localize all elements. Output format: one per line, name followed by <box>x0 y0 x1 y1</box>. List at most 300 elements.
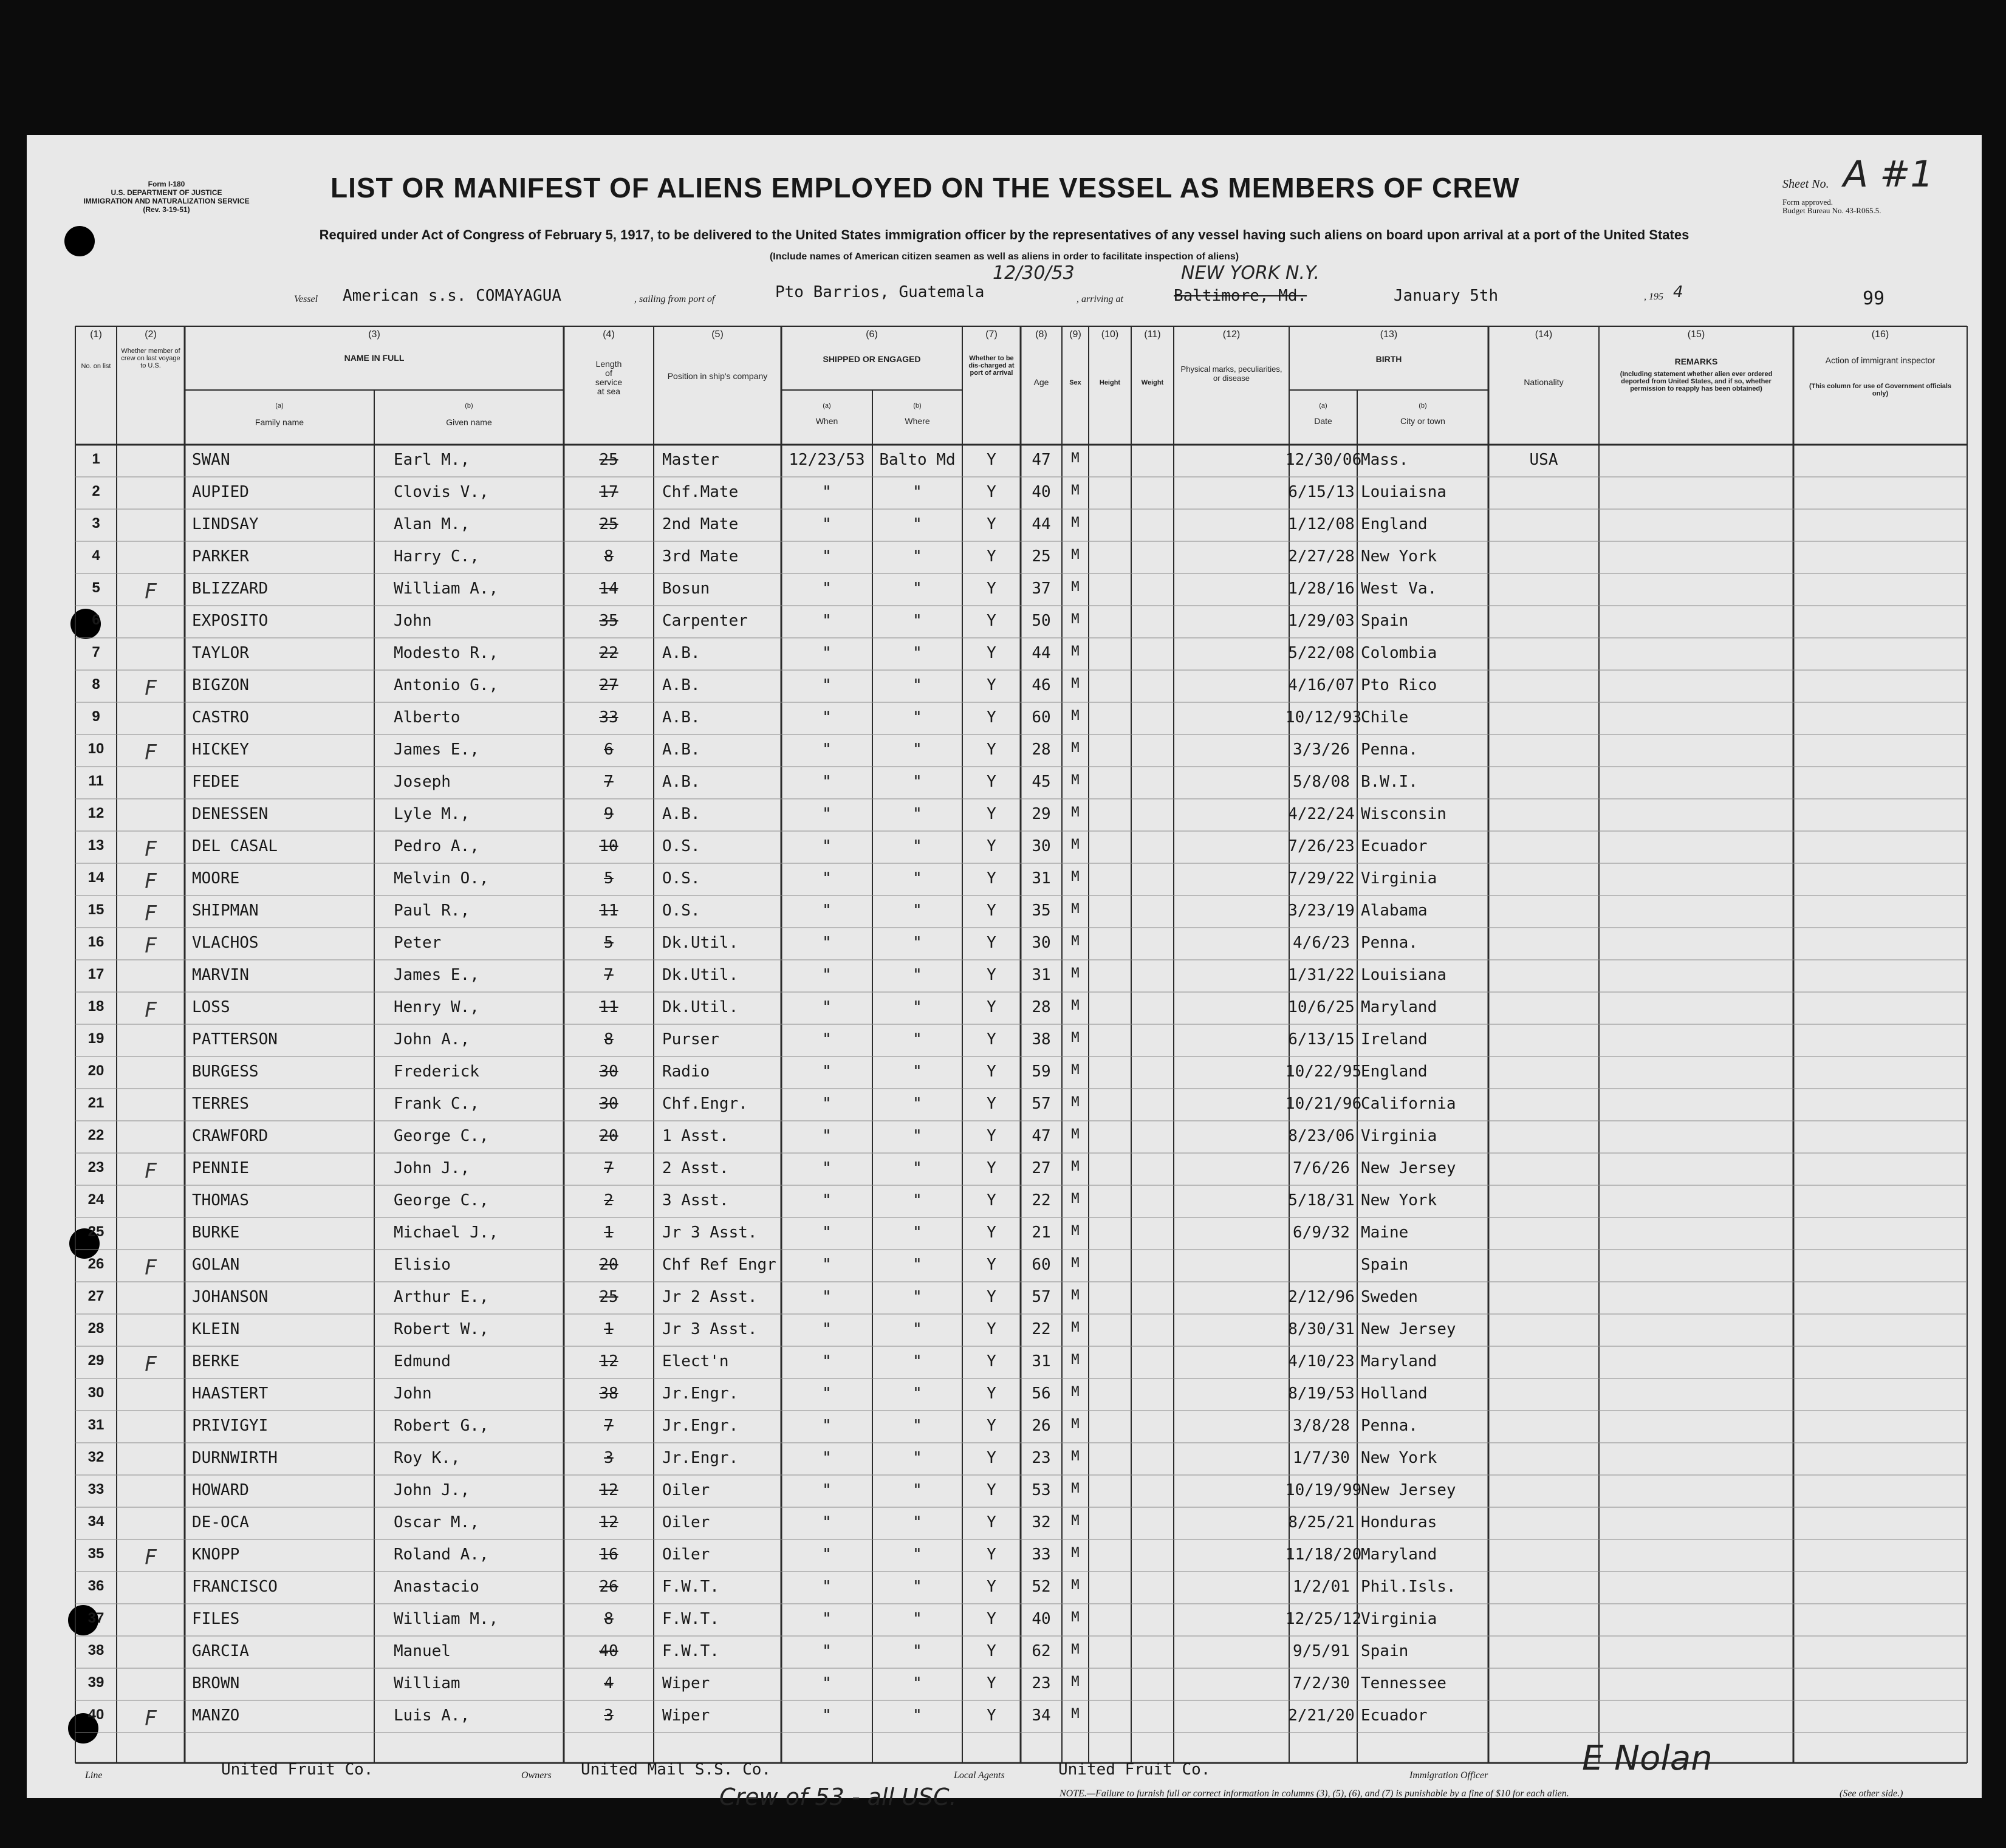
given-name: Luis A., <box>394 1706 470 1725</box>
age: 22 <box>1032 1320 1051 1338</box>
sex: M <box>1071 515 1080 530</box>
service-years: 30 <box>599 1095 618 1113</box>
given-name: Oscar M., <box>394 1513 479 1531</box>
sex: M <box>1071 966 1080 981</box>
sex: M <box>1071 1095 1080 1110</box>
age: 50 <box>1032 612 1051 630</box>
shipped-when: " <box>822 1159 832 1177</box>
shipped-when: " <box>822 741 832 759</box>
discharged: Y <box>987 1320 996 1338</box>
age: 33 <box>1032 1545 1051 1564</box>
discharged: Y <box>987 869 996 888</box>
age: 57 <box>1032 1095 1051 1113</box>
age: 44 <box>1032 644 1051 662</box>
birth-date: 4/6/23 <box>1293 934 1350 952</box>
sex: M <box>1071 1352 1080 1367</box>
col15-header: REMARKS <box>1674 357 1718 366</box>
table-row <box>27 606 1982 638</box>
discharged: Y <box>987 1642 996 1660</box>
family-name: MANZO <box>192 1706 240 1725</box>
approval-line: Form approved. <box>1782 197 1833 207</box>
service-years: 12 <box>599 1352 618 1371</box>
age: 45 <box>1032 773 1051 791</box>
shipped-when: " <box>822 966 832 984</box>
table-row <box>27 1121 1982 1153</box>
discharged: Y <box>987 1481 996 1499</box>
birth-place: New York <box>1361 1449 1437 1467</box>
row-number: 37 <box>87 1610 104 1626</box>
birth-date: 7/2/30 <box>1293 1674 1350 1692</box>
shipped-when: " <box>822 1320 832 1338</box>
col6-number: (6) <box>866 329 878 340</box>
departure-date-handwritten: 12/30/53 <box>993 262 1075 284</box>
departure-port: Pto Barrios, Guatemala <box>775 283 985 301</box>
family-name: CRAWFORD <box>192 1127 269 1145</box>
service-years: 7 <box>604 966 614 984</box>
service-years: 33 <box>599 708 618 727</box>
col3-number: (3) <box>368 329 380 340</box>
table-row <box>27 1217 1982 1250</box>
birth-date: 3/8/28 <box>1293 1417 1350 1435</box>
table-row <box>27 928 1982 960</box>
birth-place: Maryland <box>1361 1545 1437 1564</box>
given-name: Michael J., <box>394 1223 499 1242</box>
discharged: Y <box>987 708 996 727</box>
shipped-where: " <box>912 1481 922 1499</box>
row-number: 28 <box>87 1320 104 1336</box>
sex: M <box>1071 1159 1080 1174</box>
age: 53 <box>1032 1481 1051 1499</box>
shipped-when: " <box>822 1063 832 1081</box>
handwritten-crew-note: Crew of 53 - all USC. <box>719 1784 957 1810</box>
birth-place: Ireland <box>1361 1030 1428 1049</box>
table-row <box>27 863 1982 895</box>
birth-place: B.W.I. <box>1361 773 1418 791</box>
col3a-header: Family name <box>255 417 304 427</box>
service-years: 40 <box>599 1642 618 1660</box>
given-name: Peter <box>394 934 442 952</box>
sailing-label: , sailing from port of <box>634 294 715 304</box>
vessel-name: American s.s. COMAYAGUA <box>343 287 562 305</box>
shipped-where: " <box>912 644 922 662</box>
discharged: Y <box>987 1513 996 1531</box>
service-years: 8 <box>604 547 614 566</box>
age: 32 <box>1032 1513 1051 1531</box>
age: 59 <box>1032 1063 1051 1081</box>
row-number: 18 <box>87 998 104 1015</box>
shipped-where: " <box>912 998 922 1016</box>
shipped-when: " <box>822 1545 832 1564</box>
owners-value: United Mail S.S. Co. <box>581 1761 772 1779</box>
row-number: 3 <box>92 515 100 532</box>
birth-place: Louiaisna <box>1361 483 1446 501</box>
shipped-when: " <box>822 837 832 855</box>
shipped-where: " <box>912 1191 922 1210</box>
birth-place: Phil.Isls. <box>1361 1578 1456 1596</box>
shipped-where: " <box>912 902 922 920</box>
table-row <box>27 1539 1982 1572</box>
family-name: FEDEE <box>192 773 240 791</box>
position: Chf.Engr. <box>662 1095 748 1113</box>
col6b-header: Where <box>905 416 930 426</box>
table-row <box>27 767 1982 799</box>
sheet-number-handwritten: A #1 <box>1843 153 1934 196</box>
birth-place: Ecuador <box>1361 1706 1428 1725</box>
birth-place: Alabama <box>1361 902 1428 920</box>
shipped-where: " <box>912 1320 922 1338</box>
table-row <box>27 1346 1982 1378</box>
discharged: Y <box>987 1449 996 1467</box>
family-name: FRANCISCO <box>192 1578 278 1596</box>
discharged: Y <box>987 805 996 823</box>
birth-place: Sweden <box>1361 1288 1418 1306</box>
birth-date: 7/29/22 <box>1288 869 1355 888</box>
discharged: Y <box>987 934 996 952</box>
row-number: 29 <box>87 1352 104 1369</box>
shipped-where: " <box>912 805 922 823</box>
age: 22 <box>1032 1191 1051 1210</box>
position: Jr 3 Asst. <box>662 1320 758 1338</box>
position: Oiler <box>662 1481 710 1499</box>
service-years: 25 <box>599 451 618 469</box>
sex: M <box>1071 902 1080 917</box>
birth-place: Tennessee <box>1361 1674 1446 1692</box>
col13a-header: Date <box>1314 416 1332 426</box>
birth-place: New Jersey <box>1361 1159 1456 1177</box>
service-years: 12 <box>599 1513 618 1531</box>
birth-date: 4/16/07 <box>1288 676 1355 694</box>
birth-place: Pto Rico <box>1361 676 1437 694</box>
family-name: BURKE <box>192 1223 240 1242</box>
position: Jr.Engr. <box>662 1384 739 1403</box>
birth-date: 1/29/03 <box>1288 612 1355 630</box>
discharged: Y <box>987 837 996 855</box>
subtitle: Required under Act of Congress of February 5, 1917, to be delivered to the United States immigration officer by the representatives of any vessel having such aliens on board upon arrival at a port of the United States <box>319 227 1689 242</box>
sex: M <box>1071 934 1080 949</box>
discharged: Y <box>987 1352 996 1371</box>
col14-number: (14) <box>1535 329 1553 340</box>
col7-number: (7) <box>985 329 998 340</box>
birth-place: Wisconsin <box>1361 805 1446 823</box>
service-years: 22 <box>599 644 618 662</box>
year-label: , 195 <box>1644 292 1663 302</box>
sex: M <box>1071 869 1080 885</box>
shipped-where: " <box>912 1352 922 1371</box>
shipped-where: " <box>912 1384 922 1403</box>
col9-header: Sex <box>1069 379 1081 386</box>
table-row <box>27 1668 1982 1700</box>
table-row <box>27 702 1982 734</box>
age: 26 <box>1032 1417 1051 1435</box>
age: 47 <box>1032 451 1051 469</box>
birth-date: 6/15/13 <box>1288 483 1355 501</box>
prior-voyage-mark: F <box>145 869 157 894</box>
family-name: PRIVIGYI <box>192 1417 269 1435</box>
sex: M <box>1071 451 1080 466</box>
position: Oiler <box>662 1545 710 1564</box>
family-name: MOORE <box>192 869 240 888</box>
shipped-where: " <box>912 773 922 791</box>
table-row <box>27 541 1982 573</box>
family-name: TERRES <box>192 1095 249 1113</box>
position: 3 Asst. <box>662 1191 729 1210</box>
position: Dk.Util. <box>662 934 739 952</box>
birth-date: 5/18/31 <box>1288 1191 1355 1210</box>
position: 2 Asst. <box>662 1159 729 1177</box>
sex: M <box>1071 1513 1080 1528</box>
owners-label: Owners <box>521 1770 552 1781</box>
service-years: 8 <box>604 1610 614 1628</box>
col14-header: Nationality <box>1524 377 1564 387</box>
service-years: 9 <box>604 805 614 823</box>
sex: M <box>1071 1127 1080 1142</box>
service-years: 1 <box>604 1320 614 1338</box>
col3b-letter: (b) <box>465 402 473 409</box>
prior-voyage-mark: F <box>145 1352 157 1377</box>
row-number: 40 <box>87 1706 104 1723</box>
age: 60 <box>1032 1256 1051 1274</box>
discharged: Y <box>987 515 996 533</box>
col8-header: Age <box>1033 377 1049 387</box>
birth-date: 10/21/96 <box>1285 1095 1362 1113</box>
col6a-letter: (a) <box>823 402 831 409</box>
shipped-when: " <box>822 1127 832 1145</box>
service-years: 3 <box>604 1449 614 1467</box>
service-years: 30 <box>599 1063 618 1081</box>
family-name: DE-OCA <box>192 1513 249 1531</box>
service-years: 1 <box>604 1223 614 1242</box>
birth-place: Ecuador <box>1361 837 1428 855</box>
given-name: Elisio <box>394 1256 451 1274</box>
col8-number: (8) <box>1035 329 1047 340</box>
col4-number: (4) <box>603 329 615 340</box>
sex: M <box>1071 741 1080 756</box>
col5-number: (5) <box>711 329 724 340</box>
shipped-when: " <box>822 1223 832 1242</box>
sex: M <box>1071 1578 1080 1593</box>
age: 28 <box>1032 741 1051 759</box>
discharged: Y <box>987 1706 996 1725</box>
birth-place: Virginia <box>1361 1127 1437 1145</box>
sex: M <box>1071 1417 1080 1432</box>
col12-number: (12) <box>1222 329 1241 340</box>
table-row <box>27 960 1982 992</box>
line-value: United Fruit Co. <box>221 1761 374 1779</box>
table-row <box>27 831 1982 863</box>
age: 23 <box>1032 1449 1051 1467</box>
sex: M <box>1071 708 1080 724</box>
subtitle-note: (Include names of American citizen seamen as well as aliens in order to facilitate inspection of aliens) <box>769 252 1239 262</box>
table-row <box>27 477 1982 509</box>
shipped-where: " <box>912 676 922 694</box>
birth-place: Holland <box>1361 1384 1428 1403</box>
birth-date: 1/7/30 <box>1293 1449 1350 1467</box>
discharged: Y <box>987 1223 996 1242</box>
given-name: Melvin O., <box>394 869 489 888</box>
col3a-letter: (a) <box>275 402 284 409</box>
shipped-when: " <box>822 1578 832 1596</box>
shipped-where: " <box>912 1674 922 1692</box>
family-name: BERKE <box>192 1352 240 1371</box>
row-number: 22 <box>87 1127 104 1143</box>
row-number: 13 <box>87 837 104 854</box>
sex: M <box>1071 1642 1080 1657</box>
age: 62 <box>1032 1642 1051 1660</box>
birth-place: Spain <box>1361 612 1409 630</box>
birth-date: 10/12/93 <box>1285 708 1362 727</box>
row-number: 32 <box>87 1449 104 1465</box>
shipped-where: " <box>912 1513 922 1531</box>
arrival-port-struck: Baltimore, Md. <box>1174 287 1307 305</box>
sex: M <box>1071 1449 1080 1464</box>
table-row <box>27 895 1982 928</box>
prior-voyage-mark: F <box>145 998 157 1022</box>
age: 52 <box>1032 1578 1051 1596</box>
shipped-where: " <box>912 1095 922 1113</box>
col9-number: (9) <box>1069 329 1081 340</box>
birth-date: 1/2/01 <box>1293 1578 1350 1596</box>
page-title: LIST OR MANIFEST OF ALIENS EMPLOYED ON THE VESSEL AS MEMBERS OF CREW <box>330 172 1520 204</box>
family-name: BLIZZARD <box>192 580 269 598</box>
row-number: 10 <box>87 741 104 757</box>
discharged: Y <box>987 1256 996 1274</box>
birth-date: 2/12/96 <box>1288 1288 1355 1306</box>
sex: M <box>1071 837 1080 852</box>
given-name: Pedro A., <box>394 837 479 855</box>
discharged: Y <box>987 741 996 759</box>
given-name: Lyle M., <box>394 805 470 823</box>
birth-date: 10/6/25 <box>1288 998 1355 1016</box>
shipped-when: " <box>822 1288 832 1306</box>
service-years: 27 <box>599 676 618 694</box>
birth-place: Penna. <box>1361 934 1418 952</box>
position: Dk.Util. <box>662 966 739 984</box>
birth-date: 12/30/06 <box>1285 451 1362 469</box>
col16-number: (16) <box>1871 329 1889 340</box>
sex: M <box>1071 644 1080 659</box>
birth-date: 11/18/20 <box>1285 1545 1362 1564</box>
service-years: 26 <box>599 1578 618 1596</box>
prior-voyage-mark: F <box>145 902 157 926</box>
page-number: 99 <box>1863 288 1885 309</box>
position: 2nd Mate <box>662 515 739 533</box>
position: O.S. <box>662 869 700 888</box>
shipped-when: " <box>822 902 832 920</box>
birth-place: Honduras <box>1361 1513 1437 1531</box>
shipped-where: " <box>912 934 922 952</box>
family-name: GARCIA <box>192 1642 249 1660</box>
given-name: Harry C., <box>394 547 479 566</box>
officer-label: Immigration Officer <box>1409 1770 1488 1781</box>
prior-voyage-mark: F <box>145 1256 157 1280</box>
service-years: 8 <box>604 1030 614 1049</box>
table-row <box>27 1314 1982 1346</box>
col16-note: (This column for use of Government officials only) <box>1809 383 1952 397</box>
age: 30 <box>1032 837 1051 855</box>
shipped-when: " <box>822 547 832 566</box>
col15-number: (15) <box>1687 329 1705 340</box>
table-row <box>27 734 1982 767</box>
given-name: Earl M., <box>394 451 470 469</box>
table-row <box>27 1604 1982 1636</box>
age: 25 <box>1032 547 1051 566</box>
row-number: 11 <box>88 773 104 789</box>
col10-header: Height <box>1099 379 1121 386</box>
shipped-where: " <box>912 837 922 855</box>
birth-date: 5/8/08 <box>1293 773 1350 791</box>
discharged: Y <box>987 1191 996 1210</box>
shipped-where: " <box>912 1545 922 1564</box>
service-years: 17 <box>599 483 618 501</box>
table-row <box>27 670 1982 702</box>
family-name: FILES <box>192 1610 240 1628</box>
given-name: Roland A., <box>394 1545 489 1564</box>
family-name: PARKER <box>192 547 249 566</box>
table-row <box>27 573 1982 606</box>
row-number: 14 <box>87 869 104 886</box>
row-number: 6 <box>92 612 100 628</box>
sex: M <box>1071 1191 1080 1206</box>
row-number: 17 <box>87 966 104 982</box>
position: F.W.T. <box>662 1642 719 1660</box>
position: Jr 2 Asst. <box>662 1288 758 1306</box>
family-name: EXPOSITO <box>192 612 269 630</box>
age: 30 <box>1032 934 1051 952</box>
discharged: Y <box>987 773 996 791</box>
table-row <box>27 1250 1982 1282</box>
position: A.B. <box>662 805 700 823</box>
shipped-when: " <box>822 805 832 823</box>
discharged: Y <box>987 998 996 1016</box>
family-name: CASTRO <box>192 708 249 727</box>
shipped-where: " <box>912 1706 922 1725</box>
given-name: Robert G., <box>394 1417 489 1435</box>
prior-voyage-mark: F <box>145 1159 157 1183</box>
service-years: 6 <box>604 741 614 759</box>
birth-place: Virginia <box>1361 869 1437 888</box>
col5-header: Position in ship's company <box>667 371 768 381</box>
birth-date: 1/12/08 <box>1288 515 1355 533</box>
position: Purser <box>662 1030 719 1049</box>
prior-voyage-mark: F <box>145 741 157 765</box>
position: Elect'n <box>662 1352 729 1371</box>
age: 31 <box>1032 869 1051 888</box>
row-number: 19 <box>87 1030 104 1047</box>
birth-date: 7/6/26 <box>1293 1159 1350 1177</box>
birth-date: 1/28/16 <box>1288 580 1355 598</box>
sex: M <box>1071 1223 1080 1239</box>
given-name: William <box>394 1674 460 1692</box>
shipped-where: " <box>912 966 922 984</box>
row-number: 9 <box>92 708 100 725</box>
birth-place: West Va. <box>1361 580 1437 598</box>
birth-place: Colombia <box>1361 644 1437 662</box>
table-row <box>27 1282 1982 1314</box>
given-name: Paul R., <box>394 902 470 920</box>
col13b-letter: (b) <box>1419 402 1427 409</box>
family-name: HAASTERT <box>192 1384 269 1403</box>
discharged: Y <box>987 612 996 630</box>
line-label: Line <box>85 1770 103 1781</box>
service-years: 7 <box>604 1159 614 1177</box>
birth-date: 8/25/21 <box>1288 1513 1355 1531</box>
prior-voyage-mark: F <box>145 1706 157 1731</box>
table-row <box>27 509 1982 541</box>
age: 29 <box>1032 805 1051 823</box>
sex: M <box>1071 1384 1080 1400</box>
discharged: Y <box>987 1159 996 1177</box>
given-name: John <box>394 1384 432 1403</box>
